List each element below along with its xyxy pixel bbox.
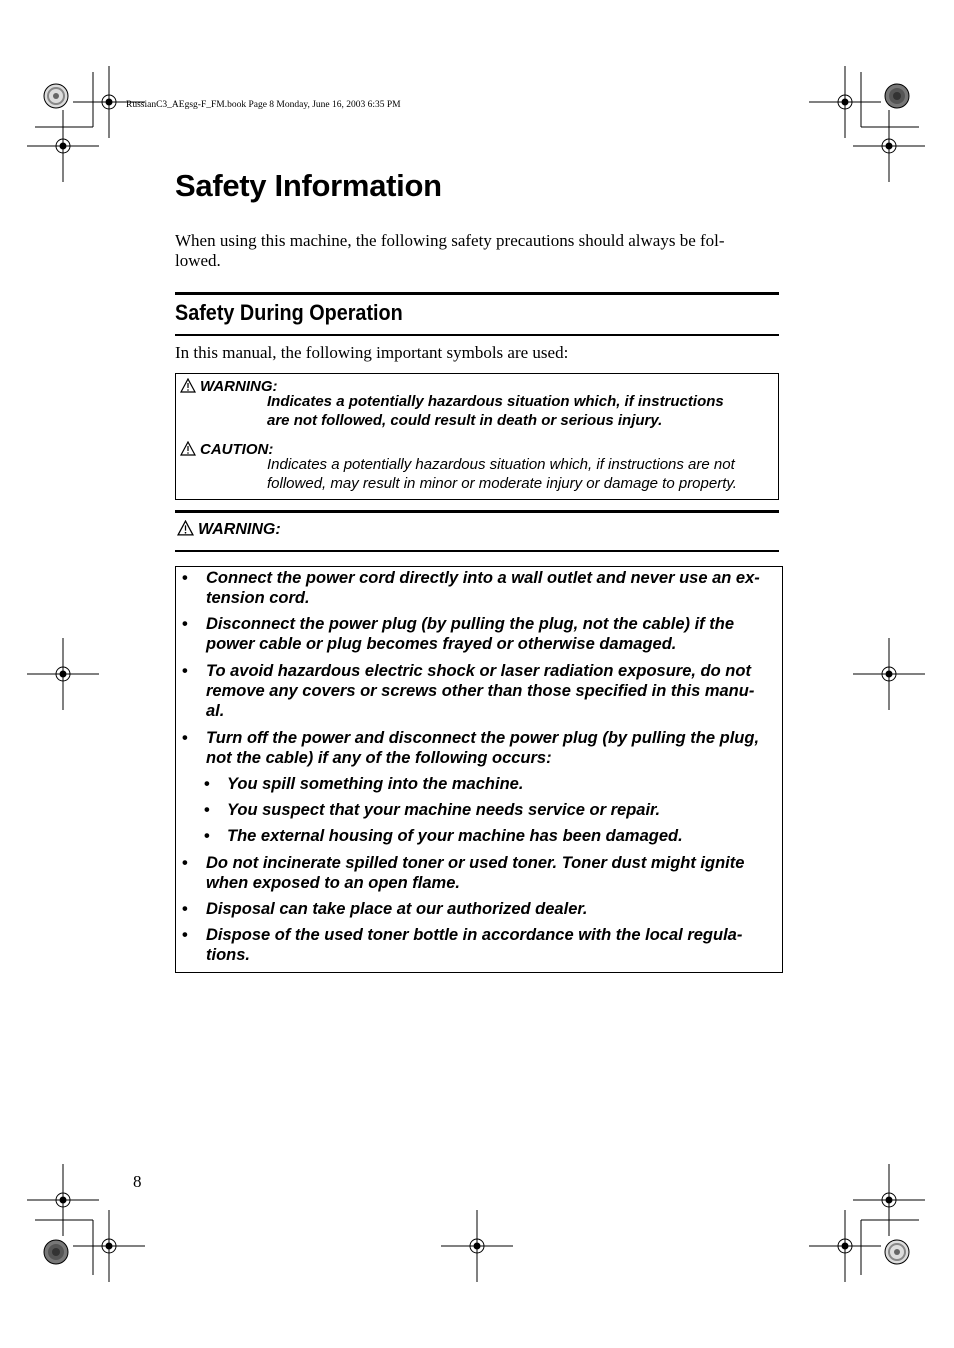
warning-item-line: Disconnect the power plug (by pulling the plug, not the cable) if the bbox=[206, 615, 734, 633]
crosshair-bottom-left-b bbox=[73, 1210, 145, 1282]
symbols-legend-box bbox=[175, 373, 779, 500]
crosshair-bottom-right-b bbox=[809, 1210, 881, 1282]
warning-symbol-label: WARNING: bbox=[200, 378, 278, 395]
registration-disc-bottom-left bbox=[44, 1240, 68, 1264]
warning-item-line: when exposed to an open flame. bbox=[206, 874, 460, 892]
warning-subitem-text: You suspect that your machine needs service or repair. bbox=[227, 801, 661, 819]
warning-triangle-icon bbox=[177, 520, 194, 536]
crosshair-bottom-center bbox=[441, 1210, 513, 1282]
warning-triangle-icon bbox=[180, 378, 196, 393]
file-info-header: RussianC3_AEgsg-F_FM.book Page 8 Monday, June 16, 2003 6:35 PM bbox=[126, 100, 401, 110]
bullet: • bbox=[182, 926, 188, 944]
intro-line-1: When using this machine, the following safety precautions should always be fol- bbox=[175, 231, 725, 250]
section-title: Safety During Operation bbox=[175, 300, 403, 325]
crosshair-top-right-b bbox=[853, 110, 925, 182]
page-number: 8 bbox=[133, 1172, 142, 1191]
bullet: • bbox=[182, 662, 188, 680]
warning-item-line: remove any covers or screws other than those specified in this manu- bbox=[206, 682, 755, 700]
registration-disc-top-right bbox=[885, 84, 909, 108]
warning-subitem-text: You spill something into the machine. bbox=[227, 775, 524, 793]
crosshair-bottom-right-a bbox=[853, 1164, 925, 1236]
crosshair-middle-right bbox=[853, 638, 925, 710]
warning-item-line: tension cord. bbox=[206, 589, 310, 607]
bullet: • bbox=[182, 615, 188, 633]
warning-heading bbox=[177, 520, 281, 539]
warning-subitem-text: The external housing of your machine has been damaged. bbox=[227, 827, 683, 845]
caution-desc-line-2: followed, may result in minor or moderate injury or damage to property. bbox=[267, 475, 737, 492]
warning-symbol-description bbox=[267, 392, 767, 430]
warning-item-line: Disposal can take place at our authorized dealer. bbox=[206, 900, 588, 918]
warning-top-rule bbox=[175, 510, 779, 513]
intro-paragraph bbox=[175, 231, 781, 271]
crosshair-middle-left bbox=[27, 638, 99, 710]
section-intro: In this manual, the following important symbols are used: bbox=[175, 343, 569, 362]
warning-item-line: power cable or plug becomes frayed or otherwise damaged. bbox=[206, 635, 677, 653]
caution-symbol-label: CAUTION: bbox=[200, 441, 274, 458]
section-top-rule bbox=[175, 292, 779, 295]
caution-symbol-heading bbox=[180, 441, 273, 458]
warning-bottom-rule bbox=[175, 550, 779, 552]
warning-item-line: To avoid hazardous electric shock or laser radiation exposure, do not bbox=[206, 662, 751, 680]
warning-item-line: Dispose of the used toner bottle in accordance with the local regula- bbox=[206, 926, 743, 944]
warning-item-line: tions. bbox=[206, 946, 250, 964]
warning-item-line: Turn off the power and disconnect the power plug (by pulling the plug, bbox=[206, 729, 760, 747]
warning-desc-line-2: are not followed, could result in death or serious injury. bbox=[267, 412, 663, 429]
bullet: • bbox=[182, 729, 188, 747]
crosshair-bottom-left-a bbox=[27, 1164, 99, 1236]
bullet: • bbox=[204, 775, 210, 793]
warning-item-line: Do not incinerate spilled toner or used toner. Toner dust might ignite bbox=[206, 854, 745, 872]
caution-symbol-description bbox=[267, 455, 767, 493]
bullet: • bbox=[182, 854, 188, 872]
registration-disc-top-left bbox=[44, 84, 68, 108]
warning-item-line: al. bbox=[206, 702, 225, 720]
registration-disc-bottom-right bbox=[885, 1240, 909, 1264]
bullet: • bbox=[182, 569, 188, 587]
section-bottom-rule bbox=[175, 334, 779, 336]
intro-line-2: lowed. bbox=[175, 251, 221, 270]
warning-desc-line-1: Indicates a potentially hazardous situation which, if instructions bbox=[267, 393, 724, 410]
warning-item-line: Connect the power cord directly into a wall outlet and never use an ex- bbox=[206, 569, 760, 587]
page-title: Safety Information bbox=[175, 168, 442, 203]
bullet: • bbox=[204, 827, 210, 845]
bullet: • bbox=[182, 900, 188, 918]
bullet: • bbox=[204, 801, 210, 819]
warning-item-line: not the cable) if any of the following occurs: bbox=[206, 749, 552, 767]
warning-heading-label: WARNING: bbox=[198, 521, 281, 538]
caution-triangle-icon bbox=[180, 441, 196, 456]
caution-desc-line-1: Indicates a potentially hazardous situation which, if instructions are not bbox=[267, 456, 735, 473]
crosshair-top-left-b bbox=[27, 110, 99, 182]
warning-symbol-heading bbox=[180, 378, 278, 395]
warnings-list-box bbox=[175, 566, 783, 973]
